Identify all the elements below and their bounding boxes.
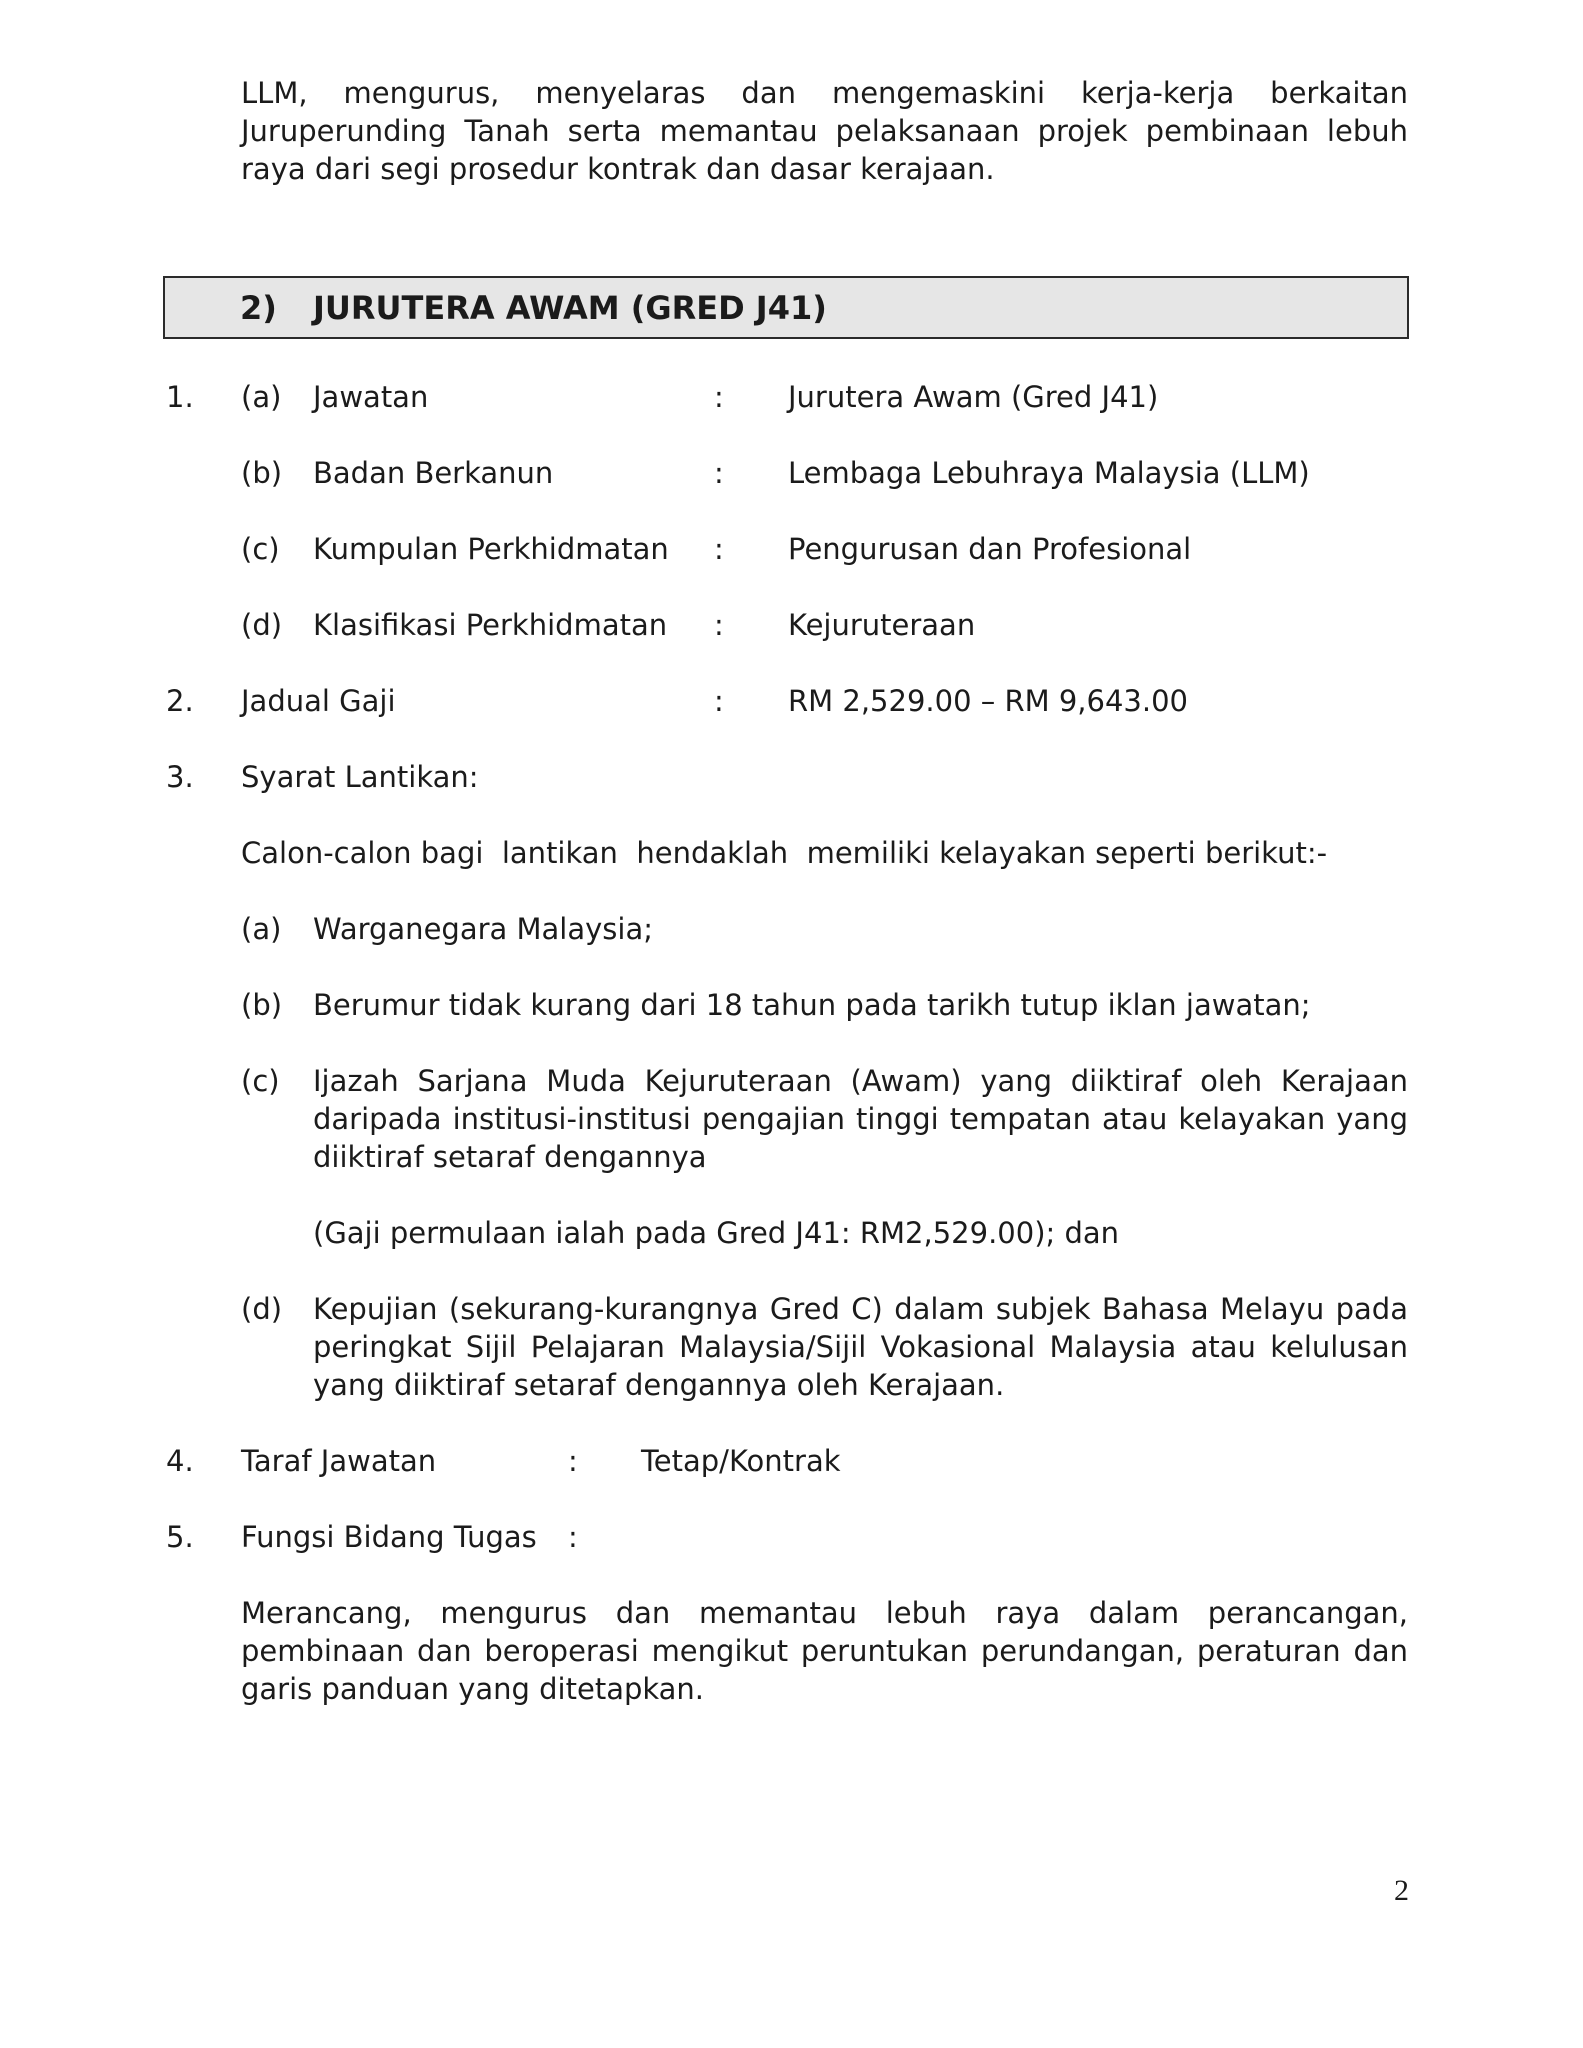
section-title: JURUTERA AWAM (GRED J41) [313,289,827,327]
row-label: Badan Berkanun [313,456,554,490]
condition-letter: (d) [241,1292,283,1326]
row-colon: : [568,1520,578,1554]
job-function-label: Fungsi Bidang Tugas [241,1520,537,1554]
row-colon: : [714,684,724,718]
row-label: Jawatan [313,380,429,414]
item-number: 3. [166,760,194,794]
row-value: Jurutera Awam (Gred J41) [788,380,1159,414]
row-value: Kejuruteraan [788,608,976,642]
condition-age: Berumur tidak kurang dari 18 tahun pada tarikh tutup iklan jawatan; [313,988,1311,1022]
item-number: 4. [166,1444,194,1478]
position-status-value: Tetap/Kontrak [641,1444,841,1478]
section-heading [163,276,1409,339]
item-number: 2. [166,684,194,718]
condition-malay-language: Kepujian (sekurang-kurangnya Gred C) dalam subjek Bahasa Melayu pada peringkat Sijil Pelajaran Malaysia/Sijil Vokasional Malaysia atau kelulusan yang diiktiraf setaraf dengannya oleh Kerajaan. [313,1292,1408,1402]
row-letter: (d) [241,608,283,642]
row-colon: : [714,380,724,414]
page-number: 2 [1394,1874,1409,1907]
row-value: Lembaga Lebuhraya Malaysia (LLM) [788,456,1310,490]
row-letter: (c) [241,532,280,566]
condition-degree: Ijazah Sarjana Muda Kejuruteraan (Awam) yang diiktiraf oleh Kerajaan daripada institusi-institusi pengajian tinggi tempatan atau kelayakan yang diiktiraf setaraf dengannya [313,1064,1408,1174]
section-number: 2) [240,289,277,327]
requirements-intro: Calon-calon bagi lantikan hendaklah memiliki kelayakan seperti berikut:- [241,836,1328,870]
row-colon: : [568,1444,578,1478]
row-colon: : [714,608,724,642]
starting-salary-note: (Gaji permulaan ialah pada Gred J41: RM2,529.00); dan [313,1216,1120,1250]
item-number: 1. [166,380,194,414]
condition-citizenship: Warganegara Malaysia; [313,912,653,946]
row-colon: : [714,456,724,490]
condition-letter: (a) [241,912,282,946]
position-status-label: Taraf Jawatan [241,1444,437,1478]
row-letter: (b) [241,456,283,490]
salary-scale-value: RM 2,529.00 – RM 9,643.00 [788,684,1188,718]
item-number: 5. [166,1520,194,1554]
intro-paragraph: LLM, mengurus, menyelaras dan mengemaskini kerja-kerja berkaitan Juruperunding Tanah serta memantau pelaksanaan projek pembinaan lebuh raya dari segi prosedur kontrak dan dasar kerajaan. [241,76,1408,186]
row-value: Pengurusan dan Profesional [788,532,1192,566]
requirements-heading: Syarat Lantikan: [241,760,479,794]
row-colon: : [714,532,724,566]
salary-scale-label: Jadual Gaji [241,684,396,718]
row-label: Kumpulan Perkhidmatan [313,532,669,566]
row-label: Klasifikasi Perkhidmatan [313,608,668,642]
condition-letter: (c) [241,1064,280,1098]
job-function-text: Merancang, mengurus dan memantau lebuh raya dalam perancangan, pembinaan dan beroperasi mengikut peruntukan perundangan, peraturan dan garis panduan yang ditetapkan. [241,1596,1408,1706]
condition-letter: (b) [241,988,283,1022]
row-letter: (a) [241,380,282,414]
